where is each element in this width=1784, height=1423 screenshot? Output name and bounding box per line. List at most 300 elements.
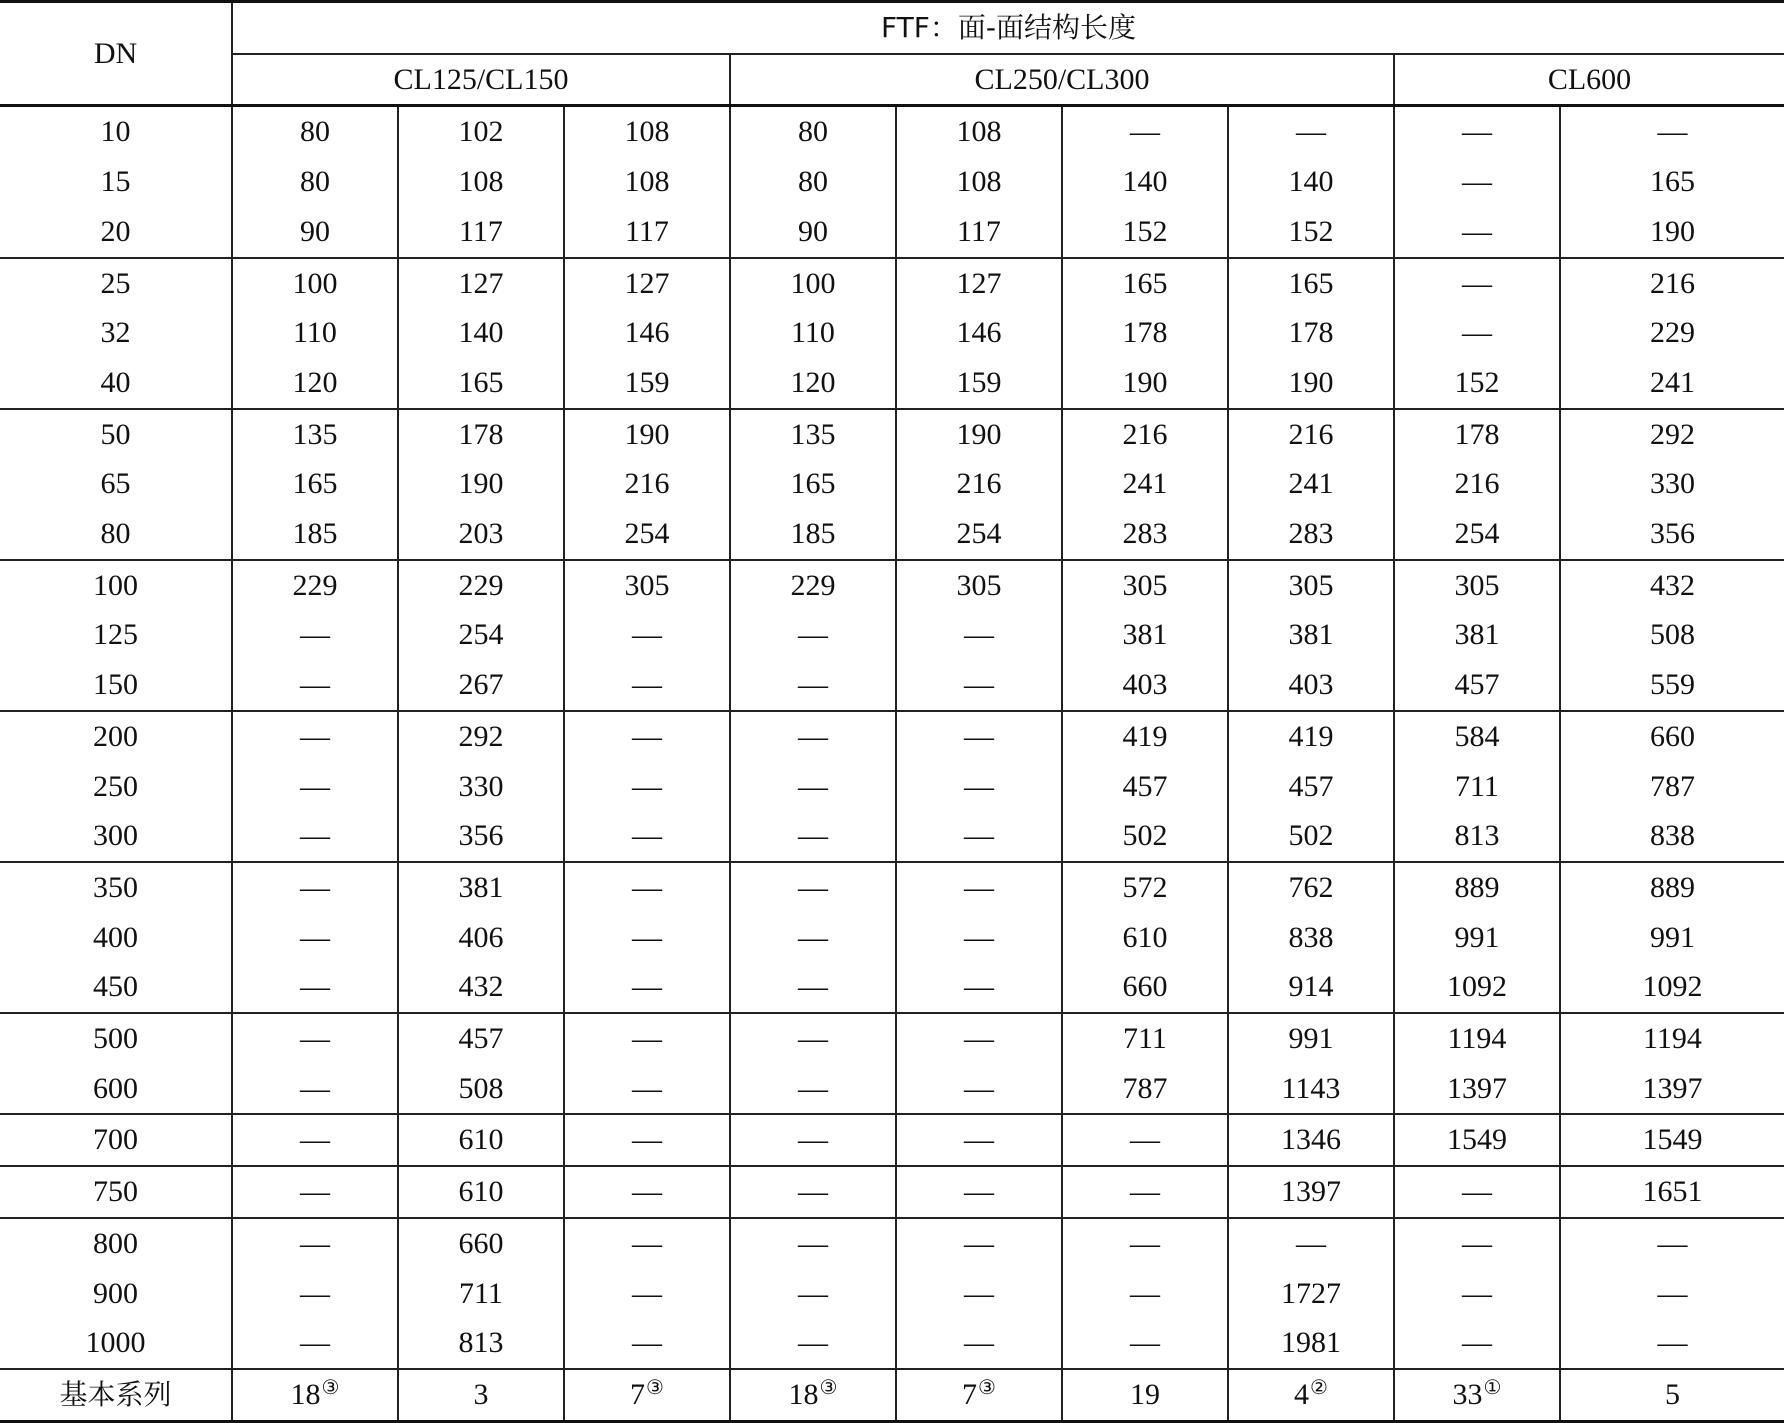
length-cell: 254 <box>398 610 564 660</box>
length-cell: 572 <box>1062 862 1228 913</box>
length-cell: 241 <box>1560 358 1784 409</box>
length-cell: — <box>730 1166 896 1218</box>
length-cell: 305 <box>896 560 1062 611</box>
length-cell: 159 <box>896 358 1062 409</box>
length-cell: 502 <box>1062 811 1228 862</box>
length-cell: 127 <box>398 258 564 309</box>
length-cell: 432 <box>1560 560 1784 611</box>
length-cell: 1397 <box>1560 1064 1784 1115</box>
basic-series-cell <box>232 1369 398 1421</box>
length-cell: — <box>232 811 398 862</box>
length-cell: — <box>730 762 896 812</box>
table-row <box>0 157 1784 207</box>
length-cell: 889 <box>1394 862 1560 913</box>
length-cell: 305 <box>1228 560 1394 611</box>
length-cell: 117 <box>896 207 1062 258</box>
length-cell: 432 <box>398 962 564 1013</box>
length-cell: — <box>232 1269 398 1319</box>
length-cell: 241 <box>1062 459 1228 509</box>
length-cell: 216 <box>896 459 1062 509</box>
length-cell: — <box>232 1114 398 1166</box>
length-cell: 216 <box>1228 409 1394 460</box>
length-cell: 146 <box>564 308 730 358</box>
length-cell: 419 <box>1062 711 1228 762</box>
table-row <box>0 409 1784 460</box>
table-row <box>0 459 1784 509</box>
length-cell: 991 <box>1560 913 1784 963</box>
length-cell: 165 <box>1560 157 1784 207</box>
basic-series-cell <box>564 1369 730 1421</box>
length-cell: 502 <box>1228 811 1394 862</box>
length-cell: 403 <box>1228 660 1394 711</box>
length-cell: 80 <box>730 106 896 157</box>
length-cell: 1981 <box>1228 1318 1394 1369</box>
length-cell: — <box>232 660 398 711</box>
basic-series-cell <box>730 1369 896 1421</box>
length-cell: 152 <box>1228 207 1394 258</box>
basic-series-value: 7 <box>962 1377 978 1411</box>
length-cell: — <box>232 762 398 812</box>
length-cell: — <box>896 1269 1062 1319</box>
length-cell: 135 <box>730 409 896 460</box>
length-cell: 216 <box>564 459 730 509</box>
length-cell: — <box>896 1166 1062 1218</box>
table-row <box>0 1013 1784 1064</box>
length-cell: 229 <box>1560 308 1784 358</box>
footnote-marker: ③ <box>646 1376 664 1399</box>
length-cell: — <box>232 962 398 1013</box>
length-cell: — <box>896 660 1062 711</box>
length-cell: 190 <box>564 409 730 460</box>
length-cell: 190 <box>1228 358 1394 409</box>
length-cell: 762 <box>1228 862 1394 913</box>
length-cell: 406 <box>398 913 564 963</box>
length-cell: 381 <box>1394 610 1560 660</box>
length-cell: 110 <box>232 308 398 358</box>
length-cell: 610 <box>1062 913 1228 963</box>
length-cell: 838 <box>1560 811 1784 862</box>
length-cell: 159 <box>564 358 730 409</box>
basic-series-cell <box>1062 1369 1228 1421</box>
length-cell: — <box>232 1013 398 1064</box>
length-cell: 229 <box>730 560 896 611</box>
dn-cell: 750 <box>0 1166 232 1218</box>
length-cell: 457 <box>398 1013 564 1064</box>
length-cell: 165 <box>398 358 564 409</box>
length-cell: 254 <box>896 509 1062 560</box>
length-cell: — <box>564 1269 730 1319</box>
length-cell: — <box>1394 207 1560 258</box>
dn-cell: 15 <box>100 165 131 199</box>
length-cell: 216 <box>1560 258 1784 309</box>
length-cell: 1194 <box>1560 1013 1784 1064</box>
basic-series-cell <box>1394 1369 1560 1421</box>
length-cell: 216 <box>1394 459 1560 509</box>
length-cell: 838 <box>1228 913 1394 963</box>
length-cell: 660 <box>1062 962 1228 1013</box>
length-cell: 165 <box>1062 258 1228 309</box>
length-cell: 1092 <box>1560 962 1784 1013</box>
length-cell: 1549 <box>1560 1114 1784 1166</box>
table-row <box>0 1064 1784 1115</box>
length-cell: 190 <box>896 409 1062 460</box>
basic-series-cell <box>896 1369 1062 1421</box>
length-cell: 813 <box>398 1318 564 1369</box>
length-cell: — <box>730 1064 896 1115</box>
table-row <box>0 1318 1784 1369</box>
length-cell: 165 <box>730 459 896 509</box>
dn-cell: 80 <box>100 517 131 551</box>
length-cell: — <box>564 811 730 862</box>
length-cell: 1651 <box>1560 1166 1784 1218</box>
length-cell: 711 <box>1062 1013 1228 1064</box>
length-cell: — <box>896 811 1062 862</box>
length-cell: — <box>896 862 1062 913</box>
length-cell: — <box>1394 1318 1560 1369</box>
length-cell: 90 <box>730 207 896 258</box>
length-cell: 1727 <box>1228 1269 1394 1319</box>
class-header-cl125-cl150: CL125/CL150 <box>232 54 730 106</box>
length-cell: 283 <box>1062 509 1228 560</box>
length-cell: 90 <box>232 207 398 258</box>
length-cell: 152 <box>1062 207 1228 258</box>
length-cell: 283 <box>1228 509 1394 560</box>
length-cell: — <box>1062 1114 1228 1166</box>
length-cell: — <box>564 962 730 1013</box>
length-cell: — <box>564 711 730 762</box>
dn-cell: 32 <box>100 316 131 350</box>
length-cell: 610 <box>398 1166 564 1218</box>
table-row <box>0 358 1784 409</box>
length-cell: 100 <box>232 258 398 309</box>
length-cell: 80 <box>730 157 896 207</box>
dn-cell: 300 <box>93 819 138 853</box>
dn-cell: 150 <box>93 668 138 702</box>
length-cell: 140 <box>398 308 564 358</box>
table-row <box>0 913 1784 963</box>
length-cell: 146 <box>896 308 1062 358</box>
length-cell: — <box>232 913 398 963</box>
length-cell: 108 <box>896 106 1062 157</box>
length-cell: 178 <box>1394 409 1560 460</box>
length-cell: — <box>232 711 398 762</box>
dn-cell: 10 <box>0 106 232 157</box>
length-cell: 140 <box>1062 157 1228 207</box>
length-cell: — <box>1394 1166 1560 1218</box>
length-cell: 80 <box>232 157 398 207</box>
dn-cell: 800 <box>0 1218 232 1269</box>
length-cell: — <box>1062 1166 1228 1218</box>
length-cell: 190 <box>1560 207 1784 258</box>
basic-series-value: 7 <box>630 1377 646 1411</box>
length-cell: — <box>564 1064 730 1115</box>
length-cell: — <box>896 1013 1062 1064</box>
length-cell: — <box>730 913 896 963</box>
length-cell: — <box>564 660 730 711</box>
table-row <box>0 258 1784 309</box>
table-row <box>0 660 1784 711</box>
length-cell: 457 <box>1062 762 1228 812</box>
length-cell: — <box>1062 1218 1228 1269</box>
dn-cell: 600 <box>93 1071 138 1105</box>
length-cell: — <box>1394 1269 1560 1319</box>
length-cell: — <box>232 1218 398 1269</box>
length-cell: 610 <box>398 1114 564 1166</box>
length-cell: 1194 <box>1394 1013 1560 1064</box>
length-cell: 457 <box>1394 660 1560 711</box>
dn-cell: 400 <box>93 920 138 954</box>
length-cell: 108 <box>896 157 1062 207</box>
length-cell: 1549 <box>1394 1114 1560 1166</box>
length-cell: 108 <box>398 157 564 207</box>
length-cell: — <box>1394 308 1560 358</box>
table-row <box>0 610 1784 660</box>
length-cell: — <box>730 1114 896 1166</box>
length-cell: 914 <box>1228 962 1394 1013</box>
table-body <box>0 106 1784 1421</box>
dn-cell: 350 <box>0 862 232 913</box>
length-cell: — <box>896 1218 1062 1269</box>
length-cell: — <box>896 762 1062 812</box>
length-cell: 254 <box>564 509 730 560</box>
length-cell: — <box>232 1166 398 1218</box>
length-cell: — <box>564 1013 730 1064</box>
length-cell: 711 <box>1394 762 1560 812</box>
length-cell: — <box>1228 106 1394 157</box>
table-row <box>0 811 1784 862</box>
length-cell: 120 <box>232 358 398 409</box>
length-cell: 117 <box>564 207 730 258</box>
length-cell: — <box>564 913 730 963</box>
length-cell: 102 <box>398 106 564 157</box>
length-cell: — <box>730 711 896 762</box>
table-row <box>0 1269 1784 1319</box>
length-cell: 508 <box>1560 610 1784 660</box>
length-cell: — <box>730 1318 896 1369</box>
table-row <box>0 1218 1784 1269</box>
length-cell: — <box>896 1114 1062 1166</box>
length-cell: 165 <box>232 459 398 509</box>
dn-cell: 250 <box>93 769 138 803</box>
length-cell: — <box>730 1269 896 1319</box>
length-cell: 1397 <box>1228 1166 1394 1218</box>
length-cell: 356 <box>1560 509 1784 560</box>
length-cell: — <box>896 1064 1062 1115</box>
dn-cell: 25 <box>0 258 232 309</box>
length-cell: 381 <box>398 862 564 913</box>
dn-cell: 50 <box>0 409 232 460</box>
length-cell: — <box>1394 106 1560 157</box>
dn-cell: 100 <box>0 560 232 611</box>
basic-series-value: 33 <box>1452 1377 1483 1411</box>
basic-series-cell <box>1228 1369 1394 1421</box>
length-cell: 80 <box>232 106 398 157</box>
length-cell: 711 <box>398 1269 564 1319</box>
length-cell: 165 <box>1228 258 1394 309</box>
length-cell: — <box>1062 1318 1228 1369</box>
length-cell: — <box>896 711 1062 762</box>
length-cell: — <box>730 660 896 711</box>
dn-cell: 200 <box>0 711 232 762</box>
length-cell: 178 <box>1062 308 1228 358</box>
length-cell: 267 <box>398 660 564 711</box>
length-cell: 1143 <box>1228 1064 1394 1115</box>
length-cell: 178 <box>1228 308 1394 358</box>
table-row <box>0 106 1784 157</box>
table-row <box>0 711 1784 762</box>
basic-series-value: 4 <box>1294 1377 1310 1411</box>
table-row <box>0 1166 1784 1218</box>
footnote-marker: ③ <box>819 1376 838 1399</box>
class-header-row <box>0 54 1784 106</box>
length-cell: 135 <box>232 409 398 460</box>
length-cell: 229 <box>398 560 564 611</box>
table-row <box>0 762 1784 812</box>
length-cell: 254 <box>1394 509 1560 560</box>
table-row <box>0 560 1784 611</box>
table-header <box>0 2 1784 106</box>
length-cell: 216 <box>1062 409 1228 460</box>
length-cell: — <box>730 610 896 660</box>
dn-cell: 40 <box>100 365 131 399</box>
length-cell: 660 <box>1560 711 1784 762</box>
length-cell: — <box>1394 258 1560 309</box>
ftf-header: FTF：面-面结构长度 <box>232 2 1784 54</box>
dn-cell: 65 <box>100 467 131 501</box>
length-cell: — <box>730 1218 896 1269</box>
length-cell: 991 <box>1228 1013 1394 1064</box>
length-cell: 292 <box>398 711 564 762</box>
footnote-marker: ② <box>1310 1376 1328 1399</box>
dn-header: DN <box>0 2 232 106</box>
length-cell: 660 <box>398 1218 564 1269</box>
length-cell: 1397 <box>1394 1064 1560 1115</box>
length-cell: — <box>1394 157 1560 207</box>
basic-series-label: 基本系列 <box>0 1369 232 1421</box>
length-cell: 381 <box>1228 610 1394 660</box>
basic-series-row <box>0 1369 1784 1421</box>
length-cell: 190 <box>1062 358 1228 409</box>
length-cell: 356 <box>398 811 564 862</box>
length-cell: — <box>730 1013 896 1064</box>
length-cell: — <box>896 962 1062 1013</box>
length-cell: 152 <box>1394 358 1560 409</box>
length-cell: 457 <box>1228 762 1394 812</box>
table-row <box>0 207 1784 258</box>
length-cell: — <box>564 1114 730 1166</box>
dn-cell: 450 <box>93 970 138 1004</box>
footnote-marker: ③ <box>978 1376 996 1399</box>
length-cell: — <box>1062 106 1228 157</box>
dn-cell: 700 <box>0 1114 232 1166</box>
dn-cell: 1000 <box>85 1326 146 1360</box>
length-cell: 140 <box>1228 157 1394 207</box>
length-cell: — <box>232 1318 398 1369</box>
length-cell: 120 <box>730 358 896 409</box>
length-cell: 787 <box>1560 762 1784 812</box>
basic-series-value: 19 <box>1130 1377 1160 1411</box>
class-header-cl250-cl300: CL250/CL300 <box>730 54 1394 106</box>
length-cell: 403 <box>1062 660 1228 711</box>
length-cell: 1346 <box>1228 1114 1394 1166</box>
length-cell: 813 <box>1394 811 1560 862</box>
length-cell: 190 <box>398 459 564 509</box>
basic-series-cell <box>398 1369 564 1421</box>
length-cell: 508 <box>398 1064 564 1115</box>
length-cell: — <box>1560 1318 1784 1369</box>
header-row <box>0 2 1784 54</box>
length-cell: 381 <box>1062 610 1228 660</box>
length-cell: — <box>232 610 398 660</box>
table-row <box>0 509 1784 560</box>
length-cell: 330 <box>398 762 564 812</box>
length-cell: — <box>232 1064 398 1115</box>
basic-series-value: 18 <box>788 1377 819 1411</box>
length-cell: — <box>564 1218 730 1269</box>
table-row <box>0 1114 1784 1166</box>
footnote-marker: ③ <box>321 1376 340 1399</box>
length-cell: 1092 <box>1394 962 1560 1013</box>
length-cell: — <box>1394 1218 1560 1269</box>
length-cell: 185 <box>232 509 398 560</box>
table-row <box>0 862 1784 913</box>
length-cell: 305 <box>1394 560 1560 611</box>
basic-series-value: 18 <box>290 1377 321 1411</box>
length-cell: — <box>896 913 1062 963</box>
length-cell: 185 <box>730 509 896 560</box>
length-cell: 305 <box>564 560 730 611</box>
length-cell: 330 <box>1560 459 1784 509</box>
length-cell: — <box>730 811 896 862</box>
basic-series-value: 5 <box>1665 1377 1680 1411</box>
table-row <box>0 962 1784 1013</box>
length-cell: — <box>1062 1269 1228 1319</box>
length-cell: — <box>564 762 730 812</box>
length-cell: — <box>730 962 896 1013</box>
length-cell: 117 <box>398 207 564 258</box>
length-cell: — <box>564 1318 730 1369</box>
length-cell: 100 <box>730 258 896 309</box>
length-cell: 203 <box>398 509 564 560</box>
length-cell: 110 <box>730 308 896 358</box>
length-cell: 108 <box>564 157 730 207</box>
length-cell: 889 <box>1560 862 1784 913</box>
class-header-cl600: CL600 <box>1394 54 1784 106</box>
length-cell: 127 <box>564 258 730 309</box>
length-cell: — <box>1228 1218 1394 1269</box>
length-cell: — <box>730 862 896 913</box>
dn-cell: 500 <box>0 1013 232 1064</box>
length-cell: — <box>564 610 730 660</box>
length-cell: 584 <box>1394 711 1560 762</box>
length-cell: — <box>896 1318 1062 1369</box>
length-cell: 127 <box>896 258 1062 309</box>
dn-cell: 900 <box>93 1276 138 1310</box>
length-cell: 305 <box>1062 560 1228 611</box>
dn-cell: 20 <box>100 214 131 248</box>
length-cell: — <box>1560 1218 1784 1269</box>
length-cell: — <box>1560 106 1784 157</box>
length-cell: — <box>232 862 398 913</box>
basic-series-value: 3 <box>473 1377 489 1411</box>
length-cell: — <box>1560 1269 1784 1319</box>
length-cell: 292 <box>1560 409 1784 460</box>
table-row <box>0 308 1784 358</box>
length-cell: 419 <box>1228 711 1394 762</box>
length-cell: 787 <box>1062 1064 1228 1115</box>
length-cell: 178 <box>398 409 564 460</box>
length-cell: 559 <box>1560 660 1784 711</box>
